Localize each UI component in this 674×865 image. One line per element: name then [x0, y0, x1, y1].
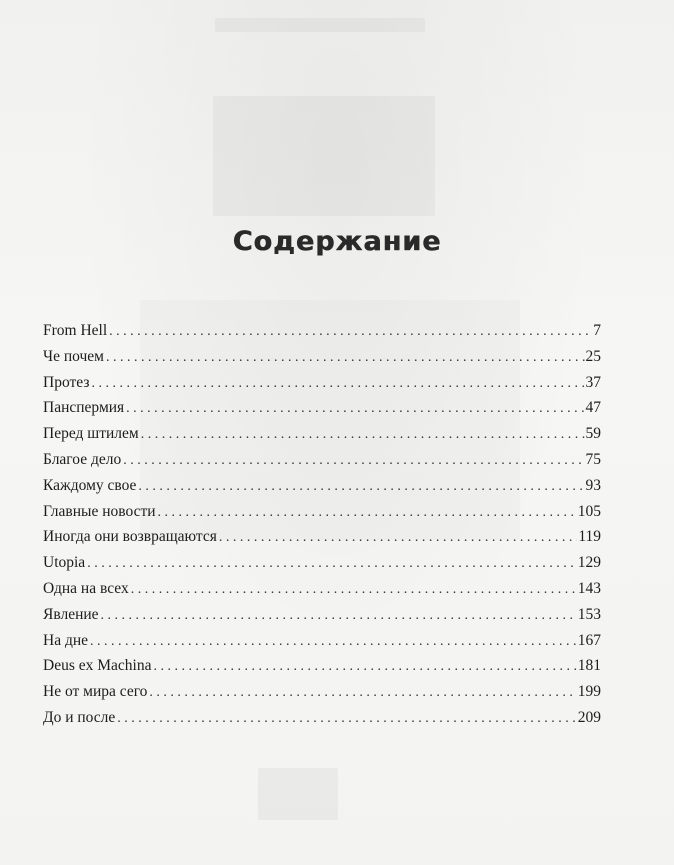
bleed-through-shape — [258, 768, 338, 820]
bleed-through-shape — [215, 18, 425, 32]
toc-entry-page-number: 199 — [577, 683, 601, 701]
toc-entry — [43, 528, 601, 554]
dot-leader — [91, 376, 584, 392]
toc-entry-page-number: 47 — [585, 399, 601, 417]
toc-entry-title: Протез — [43, 373, 90, 391]
dot-leader — [90, 634, 577, 650]
dot-leader — [101, 608, 577, 624]
dot-leader — [158, 505, 577, 521]
toc-entry-page-number: 59 — [585, 425, 601, 443]
toc-entry — [43, 348, 601, 374]
toc-entry-title: Че почем — [43, 347, 104, 365]
toc-entry — [43, 632, 601, 658]
page-title: Содержание — [232, 226, 442, 257]
dot-leader — [87, 556, 577, 572]
toc-entry — [43, 657, 601, 683]
bleed-through-shape — [213, 96, 435, 216]
toc-entry — [43, 683, 601, 709]
dot-leader — [131, 582, 577, 598]
toc-entry-page-number: 143 — [577, 579, 601, 597]
toc-entry-title: From Hell — [43, 322, 108, 339]
toc-entry — [43, 580, 601, 606]
toc-entry-page-number: 119 — [578, 528, 601, 546]
toc-entry-page-number: 93 — [585, 476, 601, 494]
toc-entry-title: До и после — [43, 708, 116, 726]
toc-entry — [43, 554, 601, 580]
dot-leader — [153, 659, 576, 675]
dot-leader — [138, 479, 584, 495]
toc-entry-title: Явление — [43, 605, 99, 623]
toc-entry-title: На дне — [43, 631, 89, 649]
toc-entry-page-number: 181 — [577, 657, 601, 675]
dot-leader — [219, 530, 577, 546]
toc-entry-title: Не от мира сего — [43, 683, 148, 701]
dot-leader — [149, 685, 576, 701]
toc-entry — [43, 322, 601, 348]
toc-entry-page-number: 37 — [585, 373, 601, 391]
toc-entry-page-number: 167 — [577, 631, 601, 649]
toc-entry-title: Каждому свое — [43, 476, 137, 494]
table-of-contents — [43, 322, 601, 735]
toc-entry — [43, 606, 601, 632]
dot-leader — [141, 427, 585, 443]
toc-entry-page-number: 209 — [577, 708, 601, 726]
toc-entry-title: Иногда они возвращаются — [43, 528, 217, 546]
toc-entry-title: Панспермия — [43, 399, 125, 417]
toc-entry-page-number: 7 — [593, 322, 601, 339]
toc-entry — [43, 425, 601, 451]
toc-entry — [43, 477, 601, 503]
dot-leader — [109, 324, 592, 340]
toc-entry-page-number: 153 — [577, 605, 601, 623]
toc-entry — [43, 399, 601, 425]
toc-entry-title: Deus ex Machina — [43, 657, 152, 675]
dot-leader — [126, 401, 584, 417]
toc-entry-page-number: 105 — [577, 502, 601, 520]
toc-entry-title: Главные новости — [43, 502, 156, 520]
toc-entry-title: Благое дело — [43, 450, 122, 468]
toc-entry — [43, 374, 601, 400]
toc-entry-title: Utopia — [43, 554, 86, 572]
toc-entry-title: Перед штилем — [43, 425, 139, 443]
toc-entry — [43, 503, 601, 529]
toc-entry — [43, 709, 601, 735]
toc-entry-page-number: 25 — [585, 347, 601, 365]
dot-leader — [106, 350, 585, 366]
toc-entry-page-number: 129 — [577, 554, 601, 572]
toc-entry — [43, 451, 601, 477]
dot-leader — [117, 711, 576, 727]
toc-entry-title: Одна на всех — [43, 579, 129, 597]
dot-leader — [123, 453, 584, 469]
toc-entry-page-number: 75 — [585, 450, 601, 468]
